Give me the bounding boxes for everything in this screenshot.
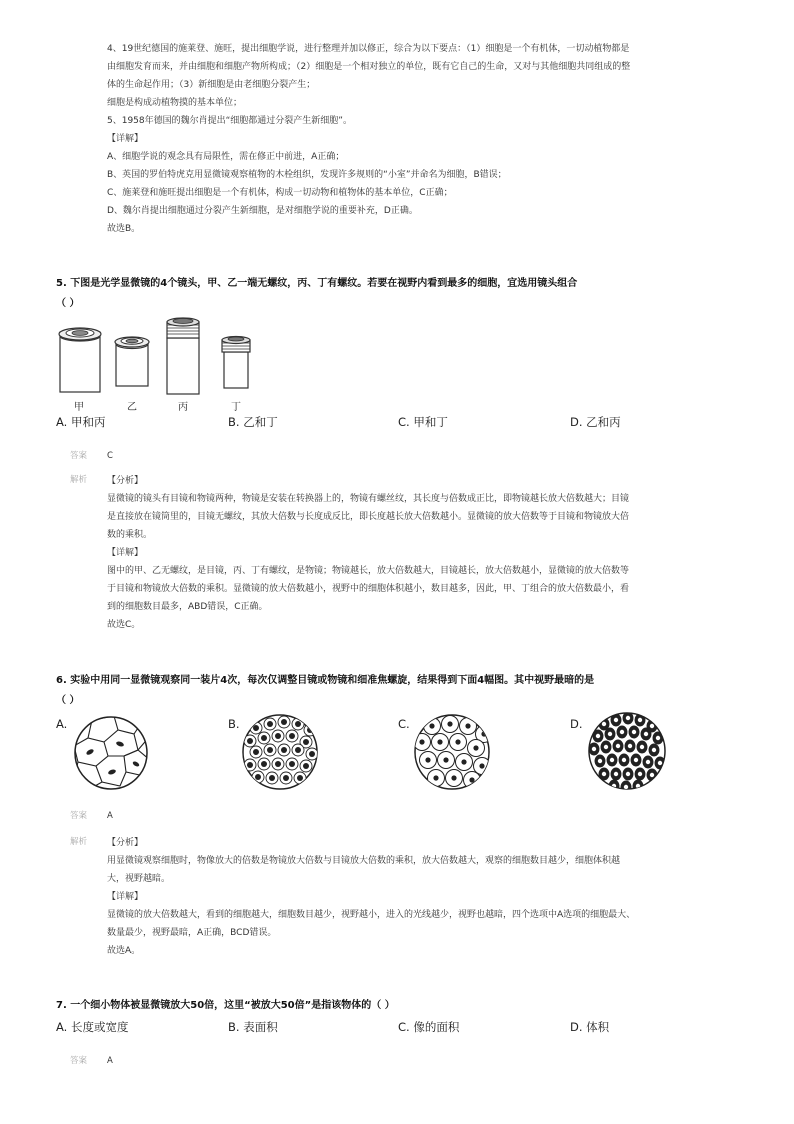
answer-tag: 答案 bbox=[70, 811, 88, 821]
lens-ding-figure bbox=[218, 334, 254, 392]
option-a[interactable]: A. bbox=[56, 717, 68, 731]
lens-label-bing: 丙 bbox=[178, 402, 188, 413]
lens-label-yi: 乙 bbox=[127, 402, 137, 413]
question-stem: 6. 实验中用同一显微镜观察同一装片4次，每次仅调整目镜或物镜和细准焦螺旋，结果得到下面4幅图。其中视野最暗的是 bbox=[56, 675, 595, 686]
answer-tag: 答案 bbox=[70, 451, 88, 461]
microscope-field-a bbox=[74, 716, 148, 790]
analysis-line: 于目镜和物镜放大倍数的乘积。显微镜的放大倍数越小，视野中的细胞体积越小，数目越多，因此，甲、丁组合的放大倍数最小，看 bbox=[107, 584, 630, 594]
text-line: 5、1958年德国的魏尔肖提出“细胞都通过分裂产生新细胞”。 bbox=[107, 116, 352, 126]
option-d[interactable]: D. bbox=[570, 717, 583, 731]
answer-value: A bbox=[107, 811, 113, 821]
text-line: 细胞是构成动植物摸的基本单位； bbox=[107, 98, 243, 108]
analysis-tag: 解析 bbox=[70, 475, 88, 485]
microscope-field-b bbox=[242, 714, 318, 790]
text-line: A、细胞学说的观念具有局限性，需在修正中前进，A正确； bbox=[107, 152, 345, 162]
answer-blank: （ ） bbox=[56, 695, 80, 706]
option-b[interactable]: B. 乙和丁 bbox=[228, 415, 278, 429]
analysis-line: 故选A。 bbox=[107, 946, 141, 956]
analysis-line: 数的乘积。 bbox=[107, 530, 153, 540]
analysis-line: 是直接放在镜筒里的，目镜无螺纹，其放大倍数与长度成反比，即长度越长放大倍数越小。显微镜的放大倍数等于目镜和物镜放大倍 bbox=[107, 512, 630, 522]
analysis-line: 显微镜的镜头有目镜和物镜两种，物镜是安装在转换器上的，物镜有螺丝纹，其长度与倍数成正比，即物镜越长放大倍数越大；目镜 bbox=[107, 494, 630, 504]
text-line: 故选B。 bbox=[107, 224, 141, 234]
analysis-line: 图中的甲、乙无螺纹，是目镜，丙、丁有螺纹，是物镜；物镜越长，放大倍数越大，目镜越长，放大倍数越小，显微镜的放大倍数等 bbox=[107, 566, 630, 576]
analysis-line: 数量最少，视野最暗，A正确，BCD错误。 bbox=[107, 928, 277, 938]
microscope-field-c bbox=[414, 714, 490, 790]
text-line: 由细胞发育而来，并由细胞和细胞产物所构成；（2）细胞是一个相对独立的单位，既有它自己的生命，又对与其他细胞共同组成的整 bbox=[107, 62, 631, 72]
answer-tag: 答案 bbox=[70, 1056, 88, 1066]
question-stem: 5. 下图是光学显微镜的4个镜头，甲、乙一端无螺纹，丙、丁有螺纹。若要在视野内看到最多的细胞，宜选用镜头组合 bbox=[56, 278, 578, 289]
text-line: 4、19世纪德国的施莱登、施旺，提出细胞学说，进行整理并加以修正，综合为以下要点：（1）细胞是一个有机体，一切动植物都是 bbox=[107, 44, 630, 54]
analysis-line: 【分析】 bbox=[107, 838, 144, 848]
analysis-line: 到的细胞数目最多，ABD错误，C正确。 bbox=[107, 602, 268, 612]
analysis-tag: 解析 bbox=[70, 837, 88, 847]
lens-label-ding: 丁 bbox=[231, 402, 241, 413]
analysis-line: 大，视野越暗。 bbox=[107, 874, 171, 884]
text-line: B、英国的罗伯特虎克用显微镜观察植物的木栓组织，发现许多规则的“小室”并命名为细胞，B错误； bbox=[107, 170, 507, 180]
option-a[interactable]: A. 甲和丙 bbox=[56, 415, 106, 429]
answer-value: A bbox=[107, 1056, 113, 1066]
answer-value: C bbox=[107, 451, 113, 461]
option-b[interactable]: B. 表面积 bbox=[228, 1020, 278, 1034]
option-c[interactable]: C. 甲和丁 bbox=[398, 415, 448, 429]
option-d[interactable]: D. 体积 bbox=[570, 1020, 610, 1034]
option-c[interactable]: C. 像的面积 bbox=[398, 1020, 460, 1034]
lens-jia-figure bbox=[50, 322, 110, 397]
text-line: C、施莱登和施旺提出细胞是一个有机体，构成一切动物和植物体的基本单位，C正确； bbox=[107, 188, 453, 198]
analysis-line: 用显微镜观察细胞时，物像放大的倍数是物镜放大倍数与目镜放大倍数的乘积，放大倍数越大，观察的细胞数目越少，细胞体积越 bbox=[107, 856, 621, 866]
option-c[interactable]: C. bbox=[398, 717, 410, 731]
analysis-line: 故选C。 bbox=[107, 620, 141, 630]
option-a[interactable]: A. 长度或宽度 bbox=[56, 1020, 129, 1034]
lens-label-jia: 甲 bbox=[74, 402, 84, 413]
question-stem: 7. 一个细小物体被显微镜放大50倍，这里“被放大50倍”是指该物体的（ ） bbox=[56, 1000, 395, 1011]
analysis-line: 【分析】 bbox=[107, 476, 144, 486]
option-d[interactable]: D. 乙和丙 bbox=[570, 415, 621, 429]
analysis-line: 【详解】 bbox=[107, 548, 144, 558]
lens-yi-figure bbox=[108, 334, 156, 390]
text-line: D、魏尔肖提出细胞通过分裂产生新细胞，是对细胞学说的重要补充，D正确。 bbox=[107, 206, 418, 216]
text-line: 【详解】 bbox=[107, 134, 144, 144]
option-b[interactable]: B. bbox=[228, 717, 240, 731]
analysis-line: 显微镜的放大倍数越大，看到的细胞越大，细胞数目越少，视野越小，进入的光线越少，视野也越暗，四个选项中A选项的细胞最大、 bbox=[107, 910, 636, 920]
lens-bing-figure bbox=[162, 316, 204, 398]
text-line: 体的生命起作用；（3）新细胞是由老细胞分裂产生； bbox=[107, 80, 316, 90]
analysis-line: 【详解】 bbox=[107, 892, 144, 902]
microscope-field-d bbox=[588, 712, 666, 790]
answer-blank: （ ） bbox=[56, 298, 80, 309]
